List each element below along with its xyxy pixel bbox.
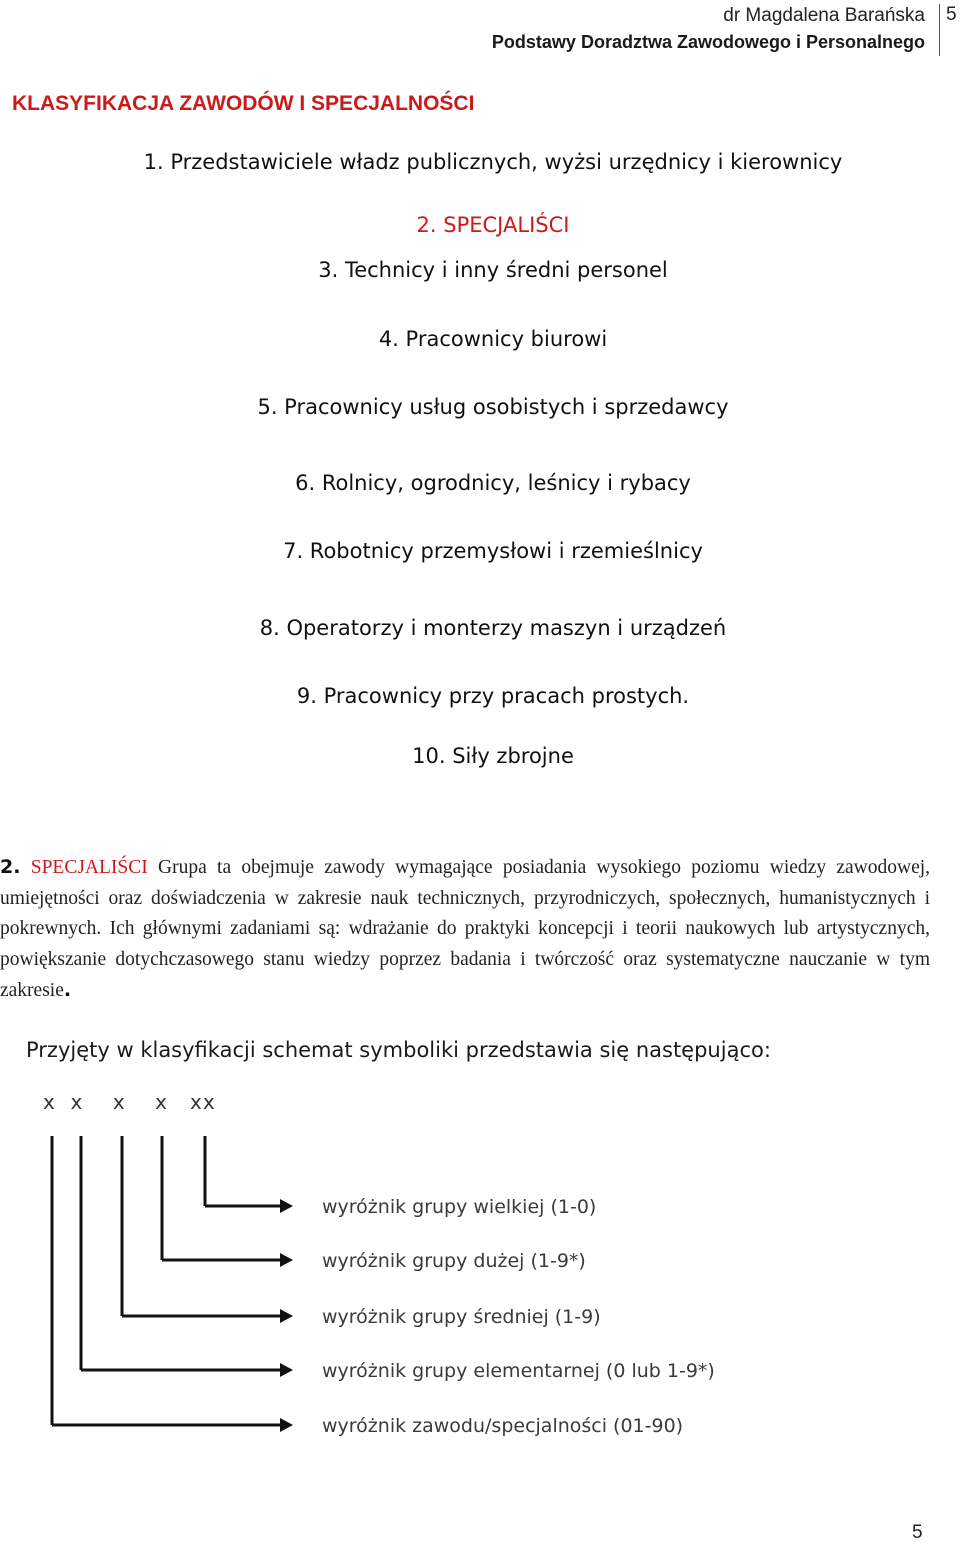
level-label-1: wyróżnik grupy wielkiej (1-0) bbox=[322, 1196, 597, 1218]
arrow-1 bbox=[280, 1199, 293, 1213]
arrow-5 bbox=[280, 1418, 293, 1432]
arrow-2 bbox=[280, 1253, 293, 1267]
class-item-9: 9. Pracownicy przy pracach prostych. bbox=[296, 684, 690, 708]
class-item-10: 10. Siły zbrojne bbox=[412, 744, 574, 768]
level-label-2: wyróżnik grupy dużej (1-9*) bbox=[322, 1250, 586, 1272]
level-label-3: wyróżnik grupy średniej (1-9) bbox=[322, 1306, 601, 1328]
description-body: Grupa ta obejmuje zawody wymagające posiadania wysokiego poziomu wiedzy zawodowej, umiejętności oraz doświadczenia w zakresie nauk technicznych, przyrodniczych, społecznych, humanistycznych i pokrewnych. Ich głównymi zadaniami są: wdrażanie do praktyki koncepcji i teorii naukowych lub artystycznych, powiększanie dotychczasowego stanu wiedzy poprzez badania i twórczość oraz systematyczne nauczanie w tym zakresie bbox=[0, 857, 931, 1002]
header-divider bbox=[939, 4, 940, 56]
footer-page-number: 5 bbox=[912, 1522, 923, 1543]
arrow-3 bbox=[280, 1309, 293, 1323]
header-page-number: 5 bbox=[946, 4, 957, 25]
scheme-connectors bbox=[52, 1136, 282, 1425]
class-item-3: 3. Technicy i inny średni personel bbox=[318, 258, 668, 282]
scheme-code: x x x x xx bbox=[43, 1090, 216, 1114]
class-item-8: 8. Operatorzy i monterzy maszyn i urządzeń bbox=[259, 616, 727, 640]
class-item-4: 4. Pracownicy biurowi bbox=[378, 327, 608, 351]
class-item-1: 1. Przedstawiciele władz publicznych, wyżsi urzędnicy i kierownicy bbox=[143, 150, 843, 174]
description-lead-term: SPECJALIŚCI bbox=[30, 857, 148, 878]
header-course: Podstawy Doradztwa Zawodowego i Personalnego bbox=[491, 32, 925, 52]
page-title: KLASYFIKACJA ZAWODÓW I SPECJALNOŚCI bbox=[12, 92, 475, 115]
description-paragraph bbox=[0, 852, 930, 1007]
scheme-title: Przyjęty w klasyfikacji schemat symboliki przedstawia się następująco: bbox=[26, 1038, 771, 1062]
scheme-diagram bbox=[0, 1120, 960, 1450]
level-label-4: wyróżnik grupy elementarnej (0 lub 1-9*) bbox=[322, 1360, 715, 1382]
header-author: dr Magdalena Barańska bbox=[723, 5, 925, 26]
scheme-arrowheads bbox=[280, 1199, 293, 1432]
class-item-2: 2. SPECJALIŚCI bbox=[416, 213, 570, 237]
arrow-4 bbox=[280, 1363, 293, 1377]
class-item-6: 6. Rolnicy, ogrodnicy, leśnicy i rybacy bbox=[295, 471, 691, 495]
description-lead-number: 2. bbox=[0, 856, 21, 878]
description-end-mark: . bbox=[63, 979, 72, 1002]
class-item-5: 5. Pracownicy usług osobistych i sprzedawcy bbox=[257, 395, 729, 419]
class-item-7: 7. Robotnicy przemysłowi i rzemieślnicy bbox=[283, 539, 703, 563]
level-label-5: wyróżnik zawodu/specjalności (01-90) bbox=[322, 1415, 684, 1437]
